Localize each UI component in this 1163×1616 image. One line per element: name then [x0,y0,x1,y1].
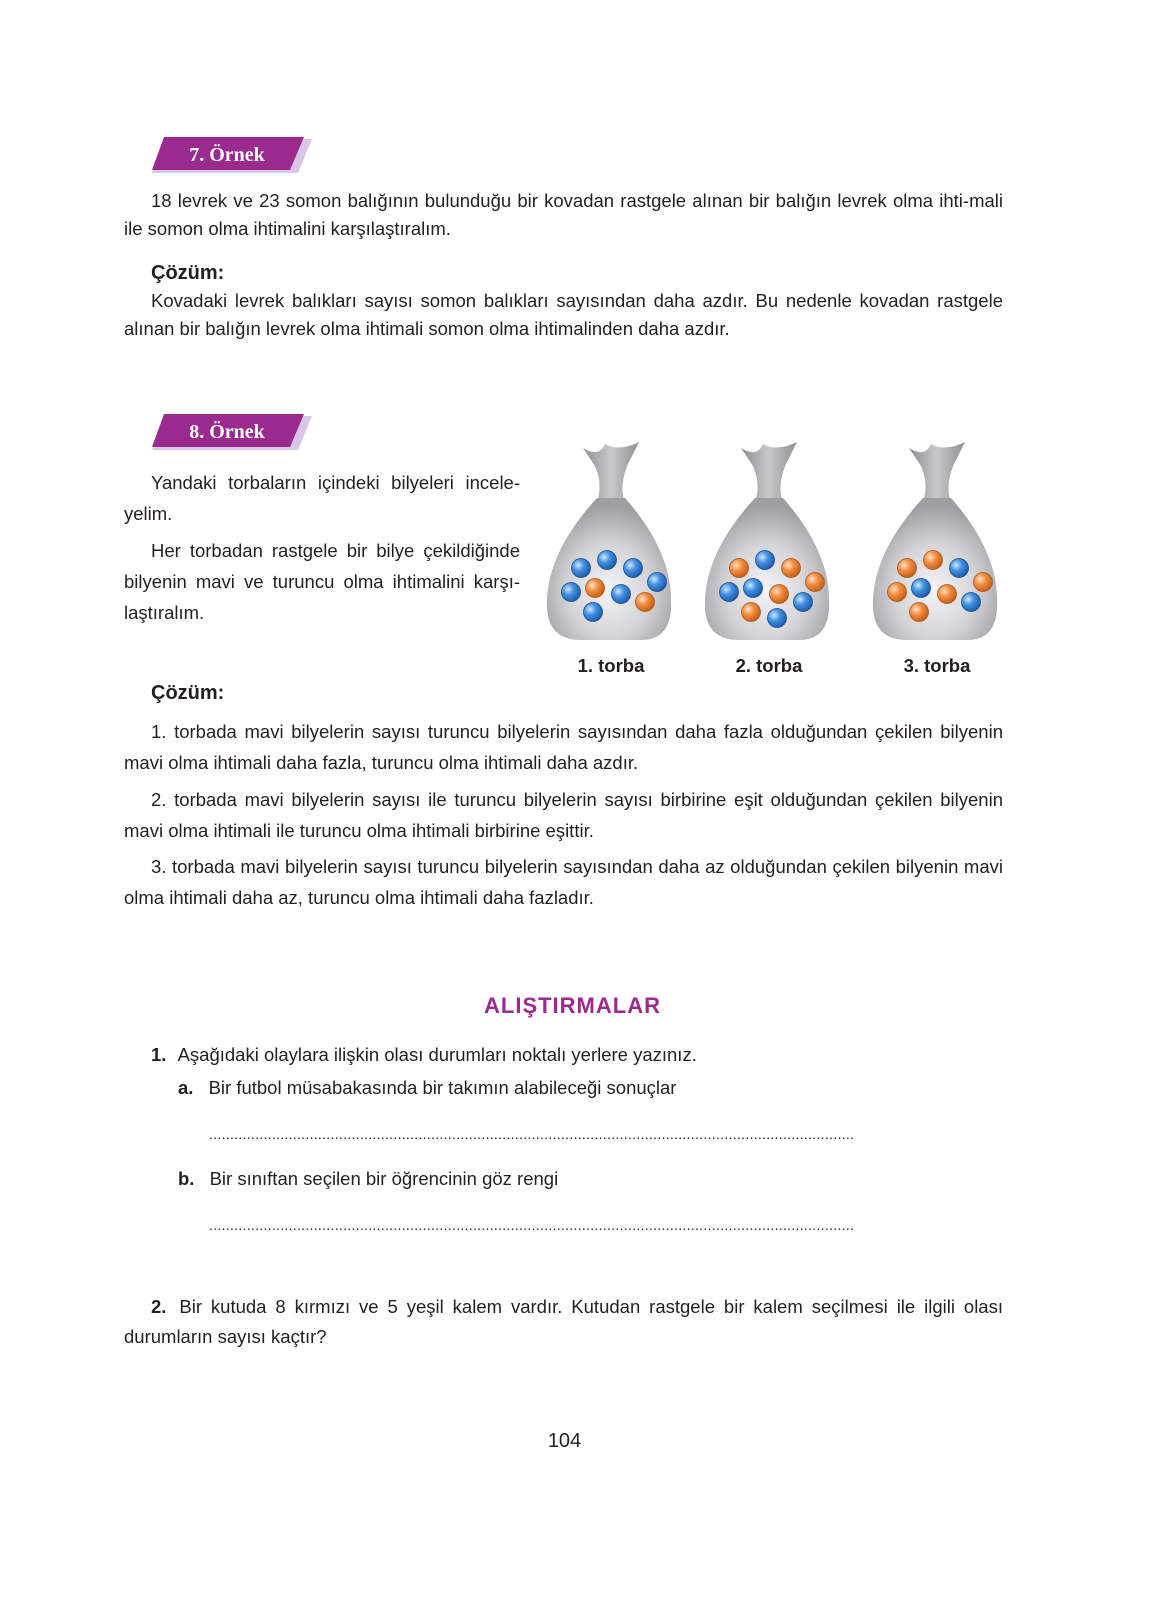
question-1b [178,1165,558,1193]
orange-marble [586,579,605,598]
bag-neck [909,442,965,502]
bag-label-1: 1. torba [577,655,645,676]
question-2-number: 2. [151,1296,167,1317]
example-8-intro-2: Her torbadan rastgele bir bilye çekildiğinde bilyenin mavi ve turuncu olma ihtimalini karşı-laştıralım. [124,540,520,623]
question-1-number: 1. [151,1044,167,1065]
orange-marble [910,603,929,622]
orange-marble [924,551,943,570]
blue-marble [612,585,631,604]
blue-marble [756,551,775,570]
orange-marble [806,573,825,592]
example-7-badge [152,137,307,172]
blue-marble [584,603,603,622]
question-1a [178,1074,676,1102]
question-1b-text: Bir sınıftan seçilen bir öğrencinin göz rengi [209,1168,559,1189]
orange-marble [898,559,917,578]
blue-marble [744,579,763,598]
orange-marble [974,573,993,592]
blue-marble [950,559,969,578]
question-1 [151,1041,697,1069]
orange-marble [938,585,957,604]
example-7-solution: Kovadaki levrek balıkları sayısı somon balıkları sayısından daha azdır. Bu nedenle kovadan rastgele alınan bir balığın levrek olma ihtimali somon olma ihtimalinden daha azdır. [124,290,1003,339]
bag-neck [741,442,797,502]
answer-line-1a[interactable]: .......................................................................................................................................................... [209,1126,855,1142]
bag-3 [873,442,997,640]
example-8-solution-heading: Çözüm: [151,682,225,704]
example-7-text: 18 levrek ve 23 somon balığının bulunduğu bir kovadan rastgele alınan bir balığın levrek olma ihti-mali ile somon olma ihtimalini karşılaştıralım. [124,190,1003,239]
question-1a-text: Bir futbol müsabakasında bir takımın alabileceği sonuçlar [208,1077,677,1098]
example-8-solution-1: 1. torbada mavi bilyelerin sayısı turuncu bilyelerin sayısından daha fazla olduğundan çekilen bilyenin mavi olma ihtimali daha fazla, turuncu olma ihtimali daha azdır. [124,721,1003,773]
example-7-solution-heading: Çözüm: [151,262,225,284]
orange-marble [888,583,907,602]
page-number: 104 [547,1430,582,1452]
blue-marble [720,583,739,602]
example-8-solution-3: 3. torbada mavi bilyelerin sayısı turuncu bilyelerin sayısından daha az olduğundan çekilen bilyenin mavi olma ihtimali daha az, turuncu olma ihtimali daha fazladır. [124,856,1003,908]
question-2-text: Bir kutuda 8 kırmızı ve 5 yeşil kalem vardır. Kutudan rastgele bir kalem seçilmesi ile ilgili olası durumların sayısı kaçtır? [124,1296,1003,1347]
orange-marble [782,559,801,578]
blue-marble [794,593,813,612]
bag-1 [547,442,671,640]
question-1a-label: a. [178,1077,194,1098]
example-8-solution-2: 2. torbada mavi bilyelerin sayısı ile turuncu bilyelerin sayısı birbirine eşit olduğundan çekilen bilyenin mavi olma ihtimali ile turuncu olma ihtimali birbirine eşittir. [124,789,1003,841]
bag-label-3: 3. torba [903,655,971,676]
question-2 [124,1292,1003,1352]
blue-marble [962,593,981,612]
bag-2 [705,442,829,640]
blue-marble [624,559,643,578]
orange-marble [770,585,789,604]
answer-line-1b[interactable]: .......................................................................................................................................................... [209,1217,855,1233]
example-8-intro-1: Yandaki torbaların içindeki bilyeleri incele-yelim. [124,472,520,524]
exercises-title: ALIŞTIRMALAR [484,993,661,1018]
example-8-title: 8. Örnek [189,421,265,443]
orange-marble [636,593,655,612]
orange-marble [742,603,761,622]
blue-marble [648,573,667,592]
bag-neck [583,442,639,502]
blue-marble [562,583,581,602]
example-7-title: 7. Örnek [189,144,265,166]
orange-marble [730,559,749,578]
question-1-text: Aşağıdaki olaylara ilişkin olası durumları noktalı yerlere yazınız. [177,1044,697,1065]
example-8-badge [152,414,307,449]
blue-marble [598,551,617,570]
blue-marble [912,579,931,598]
blue-marble [572,559,591,578]
question-1b-label: b. [178,1168,195,1189]
bags-illustration [545,440,1005,650]
bag-label-2: 2. torba [735,655,803,676]
blue-marble [768,609,787,628]
